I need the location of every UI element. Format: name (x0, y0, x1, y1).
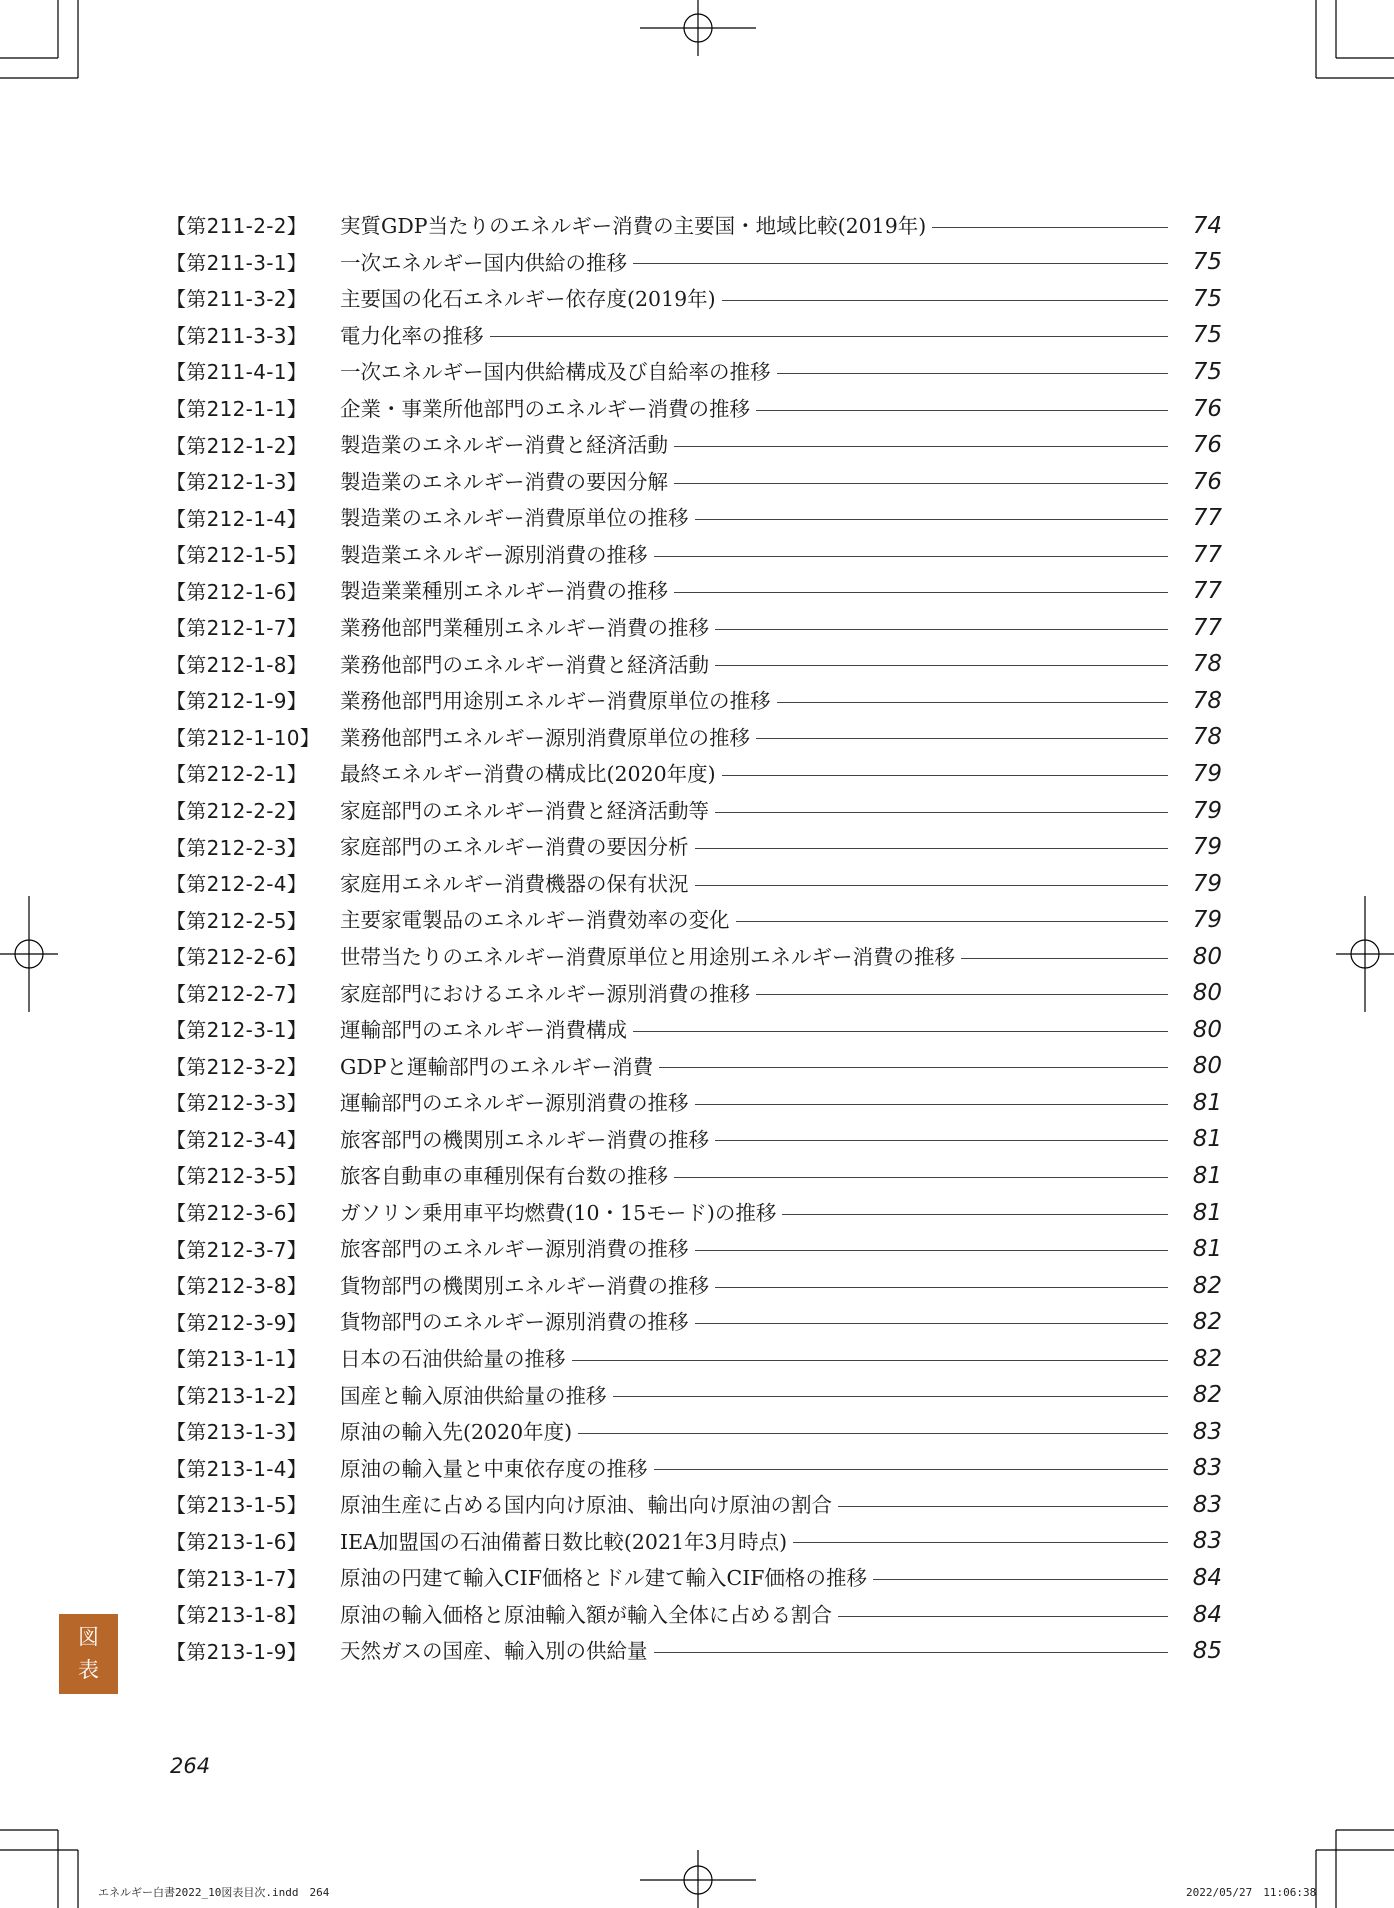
toc-entry-page: 76 (1192, 395, 1222, 422)
toc-entry (166, 1304, 1222, 1341)
toc-entry-page: 77 (1192, 505, 1222, 532)
toc-entry (166, 647, 1222, 684)
toc-entry-page: 76 (1192, 468, 1222, 495)
toc-entry-title: 貨物部門のエネルギー源別消費の推移 (340, 1310, 689, 1335)
toc-entry-title: 貨物部門の機関別エネルギー消費の推移 (340, 1273, 709, 1298)
toc-entry-code: 【第212-2-5】 (166, 908, 308, 933)
toc-entry-leader (722, 775, 1168, 776)
toc-entry-title: 製造業のエネルギー消費の要因分解 (340, 469, 668, 494)
toc-entry-code: 【第213-1-9】 (166, 1639, 308, 1664)
toc-entry-code: 【第212-1-3】 (166, 470, 308, 495)
toc-entry (166, 1049, 1222, 1086)
toc-entry-code: 【第211-4-1】 (166, 360, 308, 385)
toc-entry-leader (654, 1469, 1169, 1470)
toc-entry-code: 【第212-2-6】 (166, 945, 308, 970)
toc-entry (166, 1085, 1222, 1122)
toc-entry-page: 78 (1192, 724, 1222, 751)
toc-entry (166, 1597, 1222, 1634)
slug-datetime: 2022/05/27 11:06:38 (1186, 1886, 1317, 1899)
toc-entry-page: 84 (1192, 1601, 1222, 1628)
toc-entry-title: 業務他部門業種別エネルギー消費の推移 (340, 616, 709, 641)
toc-entry-title: 原油の円建て輸入CIF価格とドル建て輸入CIF価格の推移 (340, 1566, 868, 1591)
toc-entry-page: 82 (1192, 1382, 1222, 1409)
toc-entry-code: 【第212-3-4】 (166, 1127, 308, 1152)
toc-entry-leader (873, 1579, 1168, 1580)
toc-entry-title: 日本の石油供給量の推移 (340, 1346, 566, 1371)
toc-entry-title: 旅客部門のエネルギー源別消費の推移 (340, 1237, 689, 1262)
toc-entry-title: 家庭部門におけるエネルギー源別消費の推移 (340, 981, 750, 1006)
toc-entry-leader (695, 1250, 1169, 1251)
toc-entry-leader (722, 300, 1168, 301)
toc-entry-code: 【第211-2-2】 (166, 214, 308, 239)
toc-entry-page: 80 (1192, 943, 1222, 970)
toc-entry-code: 【第212-1-4】 (166, 506, 308, 531)
toc-entry-leader (777, 373, 1169, 374)
toc-entry-page: 80 (1192, 1053, 1222, 1080)
toc-entry-code: 【第212-1-1】 (166, 397, 308, 421)
toc-entry-title: 家庭部門のエネルギー消費の要因分析 (340, 835, 689, 860)
toc-entry (166, 1158, 1222, 1195)
toc-entry-title: 製造業のエネルギー消費と経済活動 (340, 433, 668, 458)
toc-entry-page: 83 (1192, 1528, 1222, 1555)
toc-entry-leader (674, 446, 1168, 447)
toc-entry-title: 主要家電製品のエネルギー消費効率の変化 (340, 908, 730, 933)
toc-entry (166, 1414, 1222, 1451)
toc-entry-code: 【第212-1-2】 (166, 433, 308, 458)
toc-entry-title: 旅客自動車の車種別保有台数の推移 (340, 1164, 668, 1189)
toc-entry-code: 【第211-3-2】 (166, 287, 308, 312)
toc-entry-code: 【第212-2-4】 (166, 872, 308, 897)
toc-entry-page: 83 (1192, 1491, 1222, 1518)
toc-entry (166, 281, 1222, 318)
toc-entry-leader (695, 1104, 1169, 1105)
toc-entry-page: 79 (1192, 760, 1222, 787)
toc-entry-page: 79 (1192, 907, 1222, 934)
toc-entry-page: 75 (1192, 285, 1222, 312)
toc-entry (166, 245, 1222, 282)
toc-entry-code: 【第212-2-7】 (166, 981, 308, 1006)
toc-entry-leader (654, 1652, 1169, 1653)
toc-entry-title: 原油の輸入量と中東依存度の推移 (340, 1456, 648, 1481)
slug-filename: エネルギー白書2022_10図表目次.indd 264 (98, 1886, 330, 1899)
toc-entry-leader (756, 738, 1168, 739)
toc-entry-page: 75 (1192, 249, 1222, 276)
toc-entry-title: 実質GDP当たりのエネルギー消費の主要国・地域比較(2019年) (340, 214, 927, 239)
toc-entry-title: 業務他部門エネルギー源別消費原単位の推移 (340, 725, 750, 750)
toc-entry-code: 【第212-3-6】 (166, 1201, 308, 1226)
toc-entry-code: 【第213-1-7】 (166, 1566, 308, 1591)
toc-entry-page: 80 (1192, 980, 1222, 1007)
toc-entry-code: 【第212-3-7】 (166, 1237, 308, 1262)
toc-entry-title: IEA加盟国の石油備蓄日数比較(2021年3月時点) (340, 1529, 788, 1554)
toc-entry-page: 77 (1192, 541, 1222, 568)
toc-entry-leader (659, 1067, 1168, 1068)
toc-entry-page: 79 (1192, 870, 1222, 897)
toc-entry-leader (756, 994, 1168, 995)
toc-entry-leader (674, 592, 1168, 593)
toc-entry-title: 業務他部門用途別エネルギー消費原単位の推移 (340, 689, 771, 714)
toc-entry-title: 製造業エネルギー源別消費の推移 (340, 542, 648, 567)
toc-entry-code: 【第212-1-10】 (166, 725, 321, 750)
toc-entry (166, 500, 1222, 537)
toc-entry-code: 【第212-3-3】 (166, 1091, 308, 1116)
toc-entry (166, 939, 1222, 976)
toc-entry-leader (633, 263, 1168, 264)
toc-entry (166, 1560, 1222, 1597)
toc-entry (166, 1524, 1222, 1561)
toc-entry-page: 78 (1192, 687, 1222, 714)
toc-entry-code: 【第211-3-3】 (166, 323, 308, 348)
toc-entry-page: 75 (1192, 322, 1222, 349)
toc-entry-page: 84 (1192, 1565, 1222, 1591)
toc-entry-page: 83 (1192, 1418, 1222, 1445)
toc-entry-code: 【第213-1-1】 (166, 1347, 308, 1372)
toc-entry-page: 76 (1192, 432, 1222, 459)
toc-entry (166, 793, 1222, 830)
toc-entry-title: 天然ガスの国産、輸入別の供給量 (340, 1639, 648, 1664)
toc-entry-page: 77 (1192, 578, 1222, 605)
toc-entry-code: 【第213-1-3】 (166, 1420, 308, 1445)
toc-entry (166, 1012, 1222, 1049)
toc-entry-leader (838, 1616, 1168, 1617)
toc-entry (166, 756, 1222, 793)
toc-entry-leader (613, 1396, 1169, 1397)
toc-entry-leader (777, 702, 1169, 703)
section-tab-line1: 図 (78, 1625, 99, 1649)
toc-entry (166, 975, 1222, 1012)
toc-entry-title: GDPと運輸部門のエネルギー消費 (340, 1054, 654, 1079)
toc-entry-page: 82 (1192, 1272, 1222, 1299)
toc-entry-title: 旅客部門の機関別エネルギー消費の推移 (340, 1127, 709, 1152)
toc-entry (166, 1633, 1222, 1670)
toc-entry-page: 80 (1192, 1016, 1222, 1043)
toc-entry-code: 【第213-1-5】 (166, 1493, 308, 1518)
toc-entry-code: 【第212-1-7】 (166, 616, 308, 641)
toc-entry-page: 79 (1192, 834, 1222, 861)
toc-entry-title: 国産と輸入原油供給量の推移 (340, 1383, 607, 1408)
toc-entry (166, 720, 1222, 757)
toc-entry (166, 683, 1222, 720)
toc-entry-title: 電力化率の推移 (340, 323, 484, 348)
toc-entry-leader (695, 1323, 1169, 1324)
toc-entry-page: 79 (1192, 797, 1222, 824)
toc-entry-page: 83 (1192, 1455, 1222, 1482)
toc-entry-leader (695, 519, 1169, 520)
toc-entry-page: 77 (1192, 614, 1222, 641)
toc-entry (166, 1487, 1222, 1524)
toc-entry (166, 1268, 1222, 1305)
toc-entry (166, 1231, 1222, 1268)
toc-entry-title: 最終エネルギー消費の構成比(2020年度) (340, 762, 716, 787)
toc-entry-leader (674, 1177, 1168, 1178)
toc-entry-page: 74 (1192, 212, 1222, 239)
toc-entry (166, 427, 1222, 464)
toc-entry-code: 【第212-3-9】 (166, 1310, 308, 1335)
toc-entry-code: 【第212-2-1】 (166, 762, 308, 787)
toc-entry-title: 企業・事業所他部門のエネルギー消費の推移 (340, 396, 750, 421)
toc-entry-leader (715, 1140, 1168, 1141)
toc-entry-leader (633, 1031, 1168, 1032)
page-number: 264 (170, 1754, 211, 1778)
toc-entry-leader (793, 1542, 1168, 1543)
toc-entry-page: 75 (1192, 358, 1222, 385)
toc-entry-leader (782, 1214, 1168, 1215)
toc-entry-title: 運輸部門のエネルギー消費構成 (340, 1018, 627, 1043)
toc-entry-title: 家庭用エネルギー消費機器の保有状況 (340, 871, 689, 896)
toc-entry-code: 【第213-1-4】 (166, 1456, 308, 1481)
toc-entry-leader (674, 483, 1168, 484)
toc-entry (166, 573, 1222, 610)
toc-entry-page: 82 (1192, 1345, 1222, 1372)
toc-entry-leader (932, 227, 1168, 228)
toc-entry-code: 【第213-1-8】 (166, 1603, 308, 1628)
toc-entry (166, 208, 1222, 245)
toc-entry-page: 81 (1192, 1236, 1222, 1263)
toc-entry-leader (715, 665, 1168, 666)
toc-entry-leader (572, 1360, 1169, 1361)
toc-entry-title: 運輸部門のエネルギー源別消費の推移 (340, 1091, 689, 1116)
toc-entry (166, 354, 1222, 391)
toc-entry (166, 537, 1222, 574)
toc-entry (166, 866, 1222, 903)
toc-entry-code: 【第212-3-1】 (166, 1018, 308, 1043)
toc-entry-code: 【第212-1-8】 (166, 652, 308, 677)
toc-entry-leader (715, 812, 1168, 813)
toc-entry (166, 318, 1222, 355)
figure-index-list (166, 208, 1222, 1670)
toc-entry-page: 85 (1192, 1638, 1222, 1665)
toc-entry-code: 【第211-3-1】 (166, 250, 308, 275)
toc-entry-page: 81 (1192, 1089, 1222, 1116)
toc-entry-title: 一次エネルギー国内供給の推移 (340, 250, 627, 275)
toc-entry-title: 原油の輸入先(2020年度) (340, 1420, 573, 1445)
toc-entry (166, 1378, 1222, 1415)
toc-entry-code: 【第213-1-2】 (166, 1383, 308, 1408)
toc-entry (166, 464, 1222, 501)
toc-entry-code: 【第212-1-9】 (166, 689, 308, 714)
toc-entry-title: 家庭部門のエネルギー消費と経済活動等 (340, 798, 709, 823)
toc-entry-leader (695, 848, 1169, 849)
toc-entry-code: 【第212-2-3】 (166, 835, 308, 860)
toc-entry-code: 【第212-1-5】 (166, 543, 308, 568)
toc-entry-title: 世帯当たりのエネルギー消費原単位と用途別エネルギー消費の推移 (340, 944, 955, 969)
toc-entry-code: 【第212-3-2】 (166, 1054, 308, 1079)
toc-entry (166, 902, 1222, 939)
toc-entry-code: 【第212-3-8】 (166, 1274, 308, 1299)
toc-entry-leader (756, 410, 1168, 411)
toc-entry-leader (578, 1433, 1168, 1434)
toc-entry-page: 81 (1192, 1126, 1222, 1153)
toc-entry-leader (490, 336, 1169, 337)
toc-entry-leader (654, 556, 1169, 557)
toc-entry-leader (715, 629, 1168, 630)
toc-entry-title: 原油の輸入価格と原油輸入額が輸入全体に占める割合 (340, 1602, 832, 1627)
toc-entry (166, 1122, 1222, 1159)
toc-entry-leader (736, 921, 1169, 922)
toc-entry-title: ガソリン乗用車平均燃費(10・15モード)の推移 (340, 1200, 777, 1225)
toc-entry (166, 391, 1222, 428)
toc-entry-title: 製造業のエネルギー消費原単位の推移 (340, 506, 689, 531)
section-tab-line2: 表 (78, 1658, 99, 1682)
toc-entry-title: 主要国の化石エネルギー依存度(2019年) (340, 287, 716, 312)
toc-entry-leader (715, 1287, 1168, 1288)
toc-entry-leader (695, 885, 1169, 886)
toc-entry-page: 82 (1192, 1309, 1222, 1336)
toc-entry-title: 業務他部門のエネルギー消費と経済活動 (340, 652, 709, 677)
toc-entry-leader (961, 958, 1168, 959)
toc-entry-title: 製造業業種別エネルギー消費の推移 (340, 579, 668, 604)
toc-entry-leader (838, 1506, 1168, 1507)
toc-entry-page: 78 (1192, 651, 1222, 678)
toc-entry-title: 原油生産に占める国内向け原油、輸出向け原油の割合 (340, 1493, 832, 1518)
toc-entry-code: 【第212-1-6】 (166, 579, 308, 604)
toc-entry-code: 【第213-1-6】 (166, 1529, 308, 1554)
toc-entry (166, 1341, 1222, 1378)
toc-entry-page: 81 (1192, 1162, 1222, 1189)
toc-entry-page: 81 (1192, 1199, 1222, 1226)
toc-entry-code: 【第212-3-5】 (166, 1164, 308, 1189)
toc-entry (166, 610, 1222, 647)
toc-entry-code: 【第212-2-2】 (166, 799, 308, 824)
toc-entry (166, 829, 1222, 866)
toc-entry-title: 一次エネルギー国内供給構成及び自給率の推移 (340, 360, 771, 385)
toc-entry (166, 1451, 1222, 1488)
toc-entry (166, 1195, 1222, 1232)
section-tab (59, 1614, 118, 1694)
